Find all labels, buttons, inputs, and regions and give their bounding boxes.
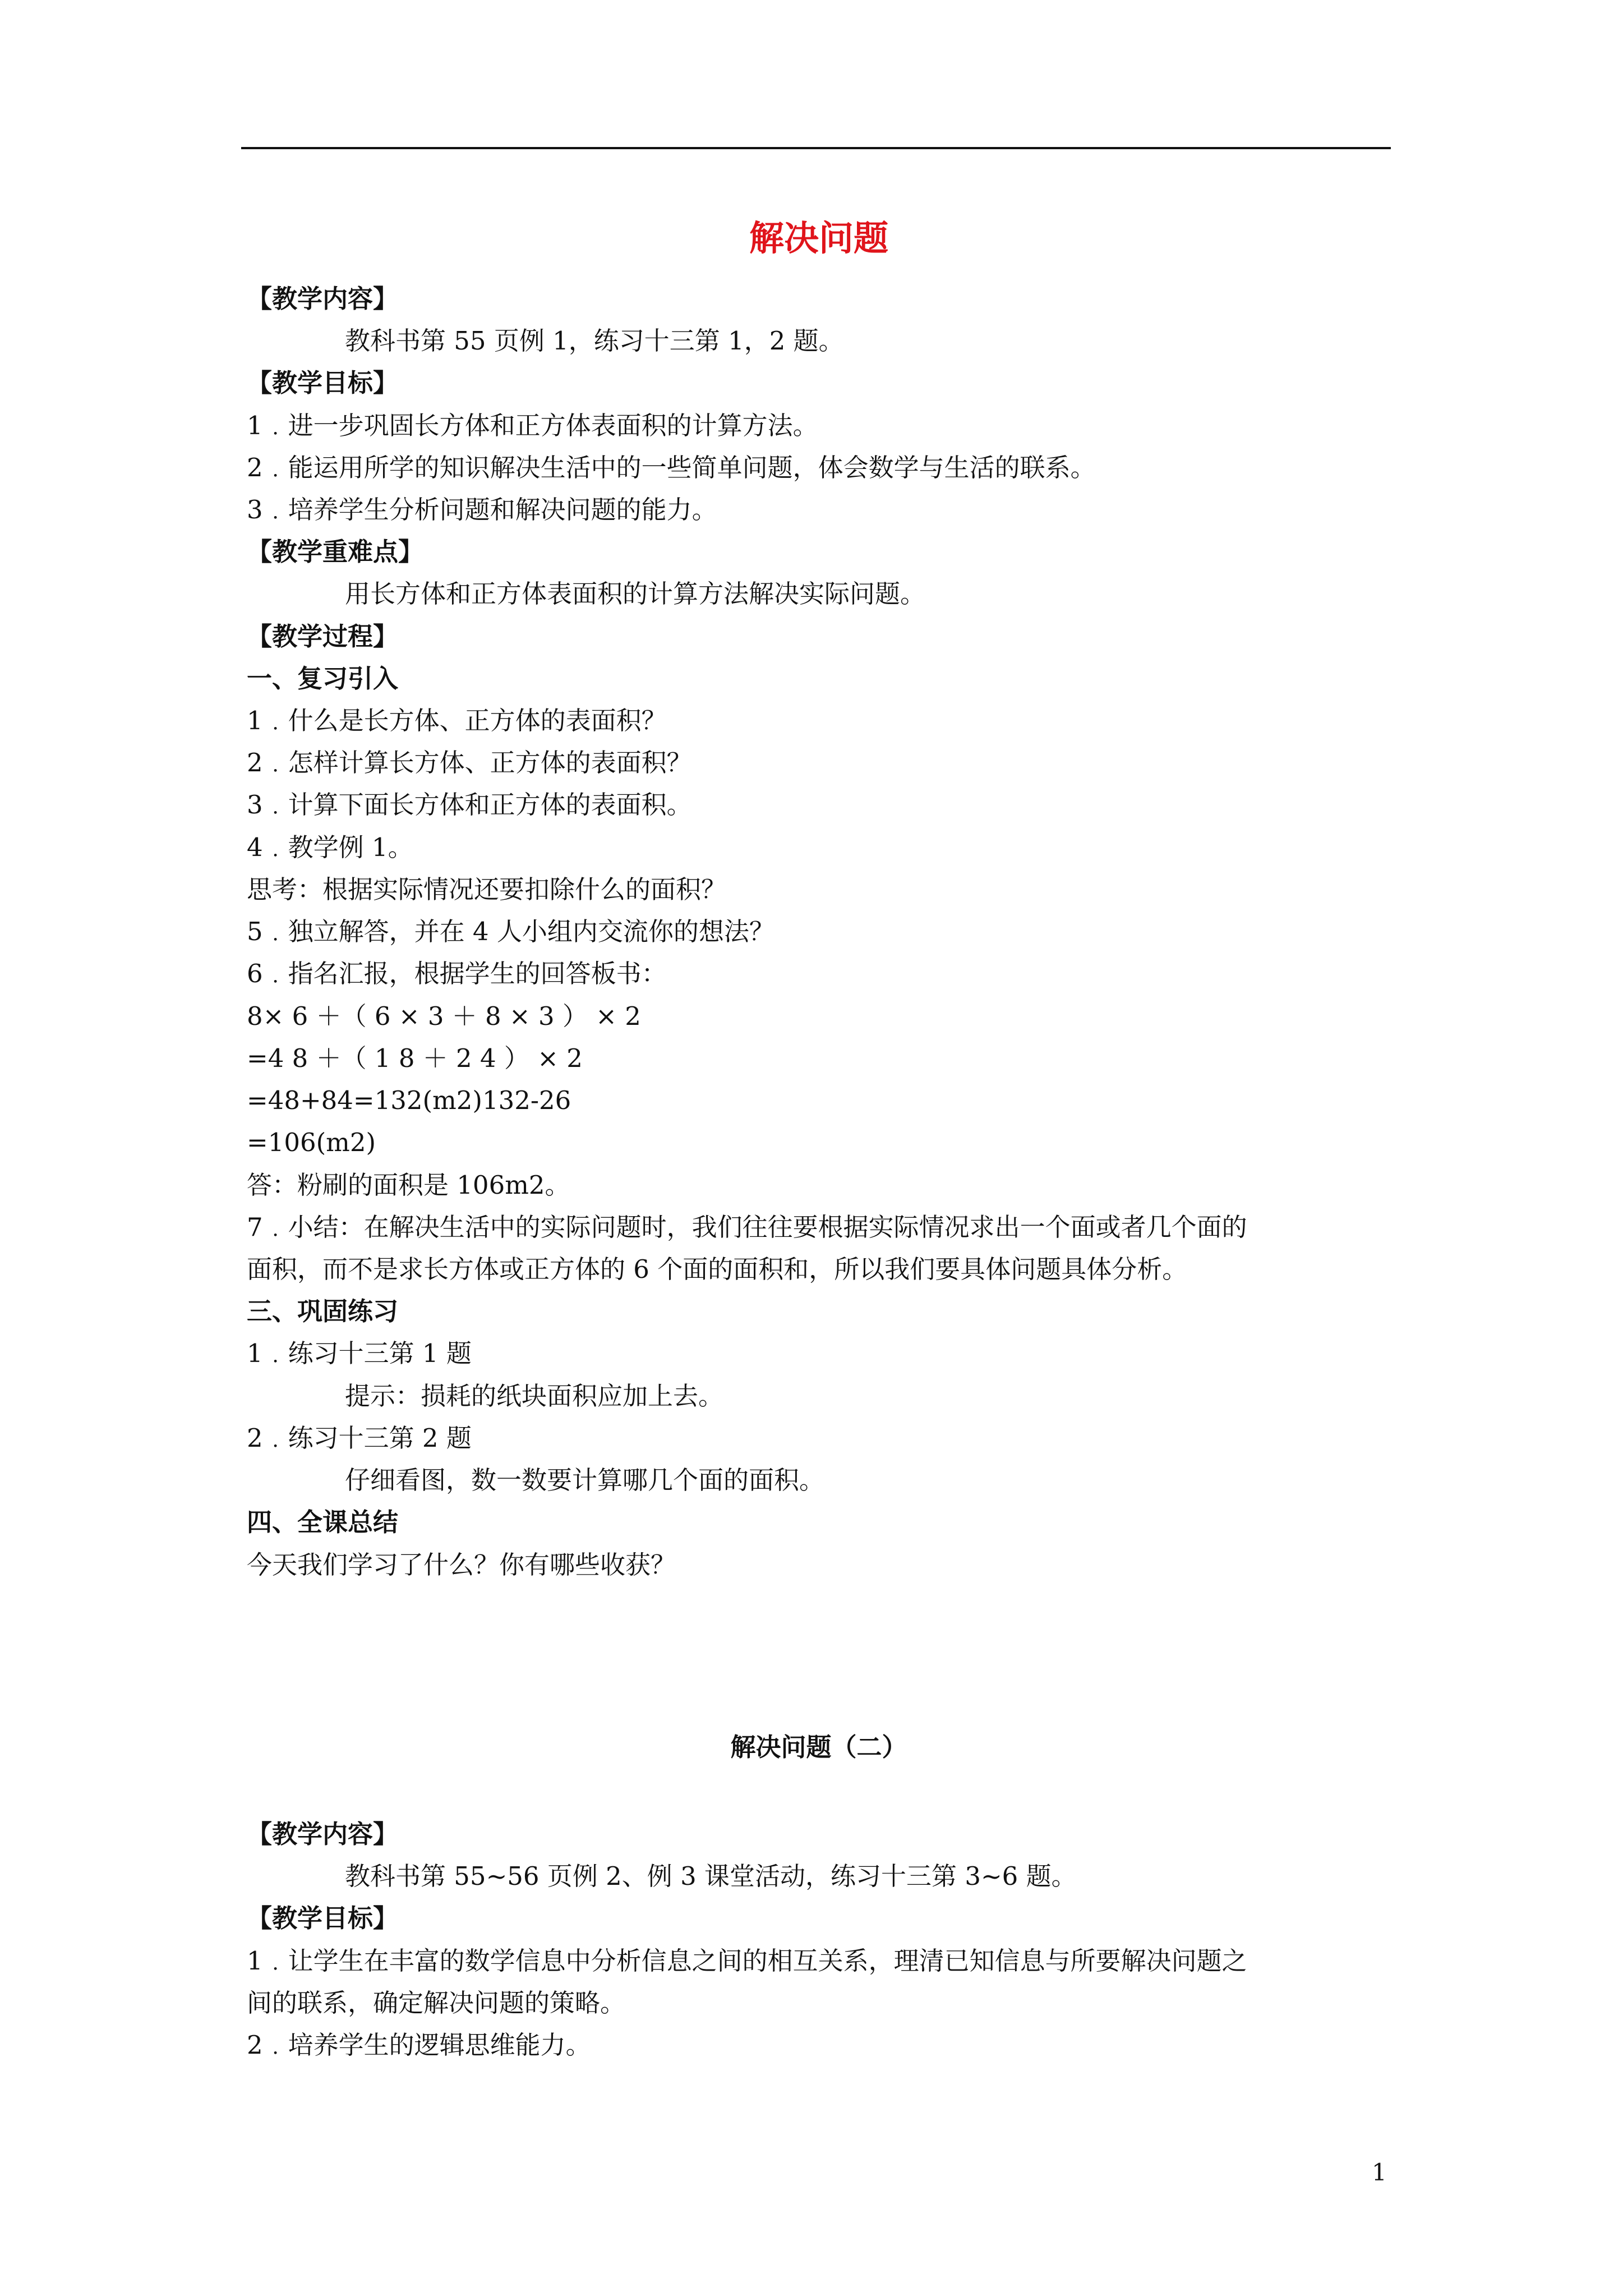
process-item: 4﹒教学例 1。 xyxy=(247,832,413,862)
content-text: 教科书第 55~56 页例 2、例 3 课堂活动，练习十三第 3~6 题。 xyxy=(345,1861,1077,1891)
practice-item: 2﹒练习十三第 2 题 xyxy=(247,1423,472,1453)
process-heading: 【教学过程】 xyxy=(247,622,399,651)
formula-line: =48+84=132(m2)132-26 xyxy=(247,1085,571,1115)
answer-line: 答：粉刷的面积是 106m2。 xyxy=(247,1170,570,1200)
goals-heading: 【教学目标】 xyxy=(247,368,399,398)
goal-item: 间的联系，确定解决问题的策略。 xyxy=(247,1988,626,2018)
page-number: 1 xyxy=(1372,2159,1387,2186)
process-item: 2﹒怎样计算长方体、正方体的表面积？ xyxy=(247,748,692,777)
goal-item: 1﹒让学生在丰富的数学信息中分析信息之间的相互关系，理清已知信息与所要解决问题之 xyxy=(247,1946,1247,1976)
summary-line: 面积，而不是求长方体或正方体的 6 个面的面积和，所以我们要具体问题具体分析。 xyxy=(247,1254,1188,1284)
review-heading: 一、复习引入 xyxy=(247,664,399,693)
content-text: 教科书第 55 页例 1，练习十三第 1，2 题。 xyxy=(345,326,844,356)
process-item: 5﹒独立解答，并在 4 人小组内交流你的想法？ xyxy=(247,917,774,946)
key-points-heading: 【教学重难点】 xyxy=(247,537,424,567)
goal-item: 3﹒培养学生分析问题和解决问题的能力。 xyxy=(247,495,717,524)
content-heading: 【教学内容】 xyxy=(247,1819,399,1849)
process-item: 3﹒计算下面长方体和正方体的表面积。 xyxy=(247,790,692,820)
key-points-text: 用长方体和正方体表面积的计算方法解决实际问题。 xyxy=(345,579,926,609)
content-heading: 【教学内容】 xyxy=(247,284,399,314)
lesson-summary-text: 今天我们学习了什么？你有哪些收获？ xyxy=(247,1550,676,1580)
goals-heading: 【教学目标】 xyxy=(247,1903,399,1933)
header-rule xyxy=(241,147,1391,149)
formula-line: 8× 6 ＋（ 6 × 3 ＋ 8 × 3 ） × 2 xyxy=(247,1001,641,1031)
goal-item: 1﹒进一步巩固长方体和正方体表面积的计算方法。 xyxy=(247,411,818,440)
formula-line: =106(m2) xyxy=(247,1128,376,1157)
goal-item: 2﹒培养学生的逻辑思维能力。 xyxy=(247,2030,591,2060)
process-item: 思考：根据实际情况还要扣除什么的面积？ xyxy=(247,875,727,904)
formula-line: =4 8 ＋（ 1 8 ＋ 2 4 ） × 2 xyxy=(247,1043,583,1073)
practice-item: 1﹒练习十三第 1 题 xyxy=(247,1338,472,1368)
process-item: 6﹒指名汇报，根据学生的回答板书： xyxy=(247,959,667,988)
summary-line: 7﹒小结：在解决生活中的实际问题时，我们往往要根据实际情况求出一个面或者几个面的 xyxy=(247,1212,1247,1242)
lesson-summary-heading: 四、全课总结 xyxy=(247,1507,399,1537)
process-item: 1﹒什么是长方体、正方体的表面积？ xyxy=(247,706,667,735)
section-title: 解决问题（二） xyxy=(730,1732,907,1762)
page-title: 解决问题 xyxy=(749,218,888,259)
practice-heading: 三、巩固练习 xyxy=(247,1296,399,1326)
goal-item: 2﹒能运用所学的知识解决生活中的一些简单问题，体会数学与生活的联系。 xyxy=(247,453,1096,482)
practice-hint: 提示：损耗的纸块面积应加上去。 xyxy=(345,1381,724,1411)
practice-hint: 仔细看图，数一数要计算哪几个面的面积。 xyxy=(345,1465,825,1495)
